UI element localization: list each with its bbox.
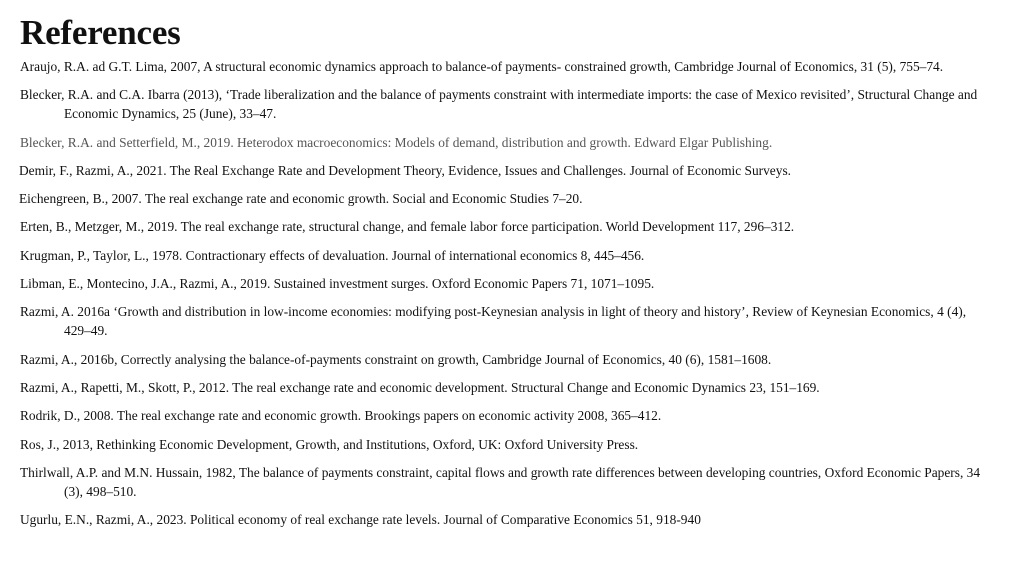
reference-item: Ugurlu, E.N., Razmi, A., 2023. Political economy of real exchange rate levels. Journal of Comparative Economics 51, 918-940	[20, 512, 701, 528]
reference-item: Krugman, P., Taylor, L., 1978. Contractionary effects of devaluation. Journal of international economics 8, 445–456.	[20, 247, 645, 263]
reference-item: Eichengreen, B., 2007. The real exchange rate and economic growth. Social and Economic Studies 7–20.	[19, 191, 583, 207]
reference-item: Blecker, R.A. and C.A. Ibarra (2013), ‘Trade liberalization and the balance of payments constraint with intermediate imports: the case of Mexico revisited’, Structural Change and Economic Dynamics, 25 (June), 33–47.	[20, 87, 978, 122]
reference-item: Razmi, A. 2016a ‘Growth and distribution in low-income economies: modifying post-Keynesian analysis in light of theory and history’, Review of Keynesian Economics, 4 (4), 429–49.	[20, 304, 967, 339]
reference-item: Razmi, A., Rapetti, M., Skott, P., 2012. The real exchange rate and economic development. Structural Change and Economic Dynamics 23, 151–169.	[20, 379, 820, 395]
reference-item: Rodrik, D., 2008. The real exchange rate and economic growth. Brookings papers on economic activity 2008, 365–412.	[20, 408, 662, 424]
reference-item: Araujo, R.A. ad G.T. Lima, 2007, A structural economic dynamics approach to balance-of payments- constrained growth, Cambridge Journal of Economics, 31 (5), 755–74.	[20, 59, 944, 74]
reference-item: Erten, B., Metzger, M., 2019. The real exchange rate, structural change, and female labor force participation. World Development 117, 296–312.	[20, 219, 795, 235]
reference-item: Blecker, R.A. and Setterfield, M., 2019. Heterodox macroeconomics: Models of demand, distribution and growth. Edward Elgar Publishing.	[20, 134, 773, 150]
reference-item: Razmi, A., 2016b, Correctly analysing the balance-of-payments constraint on growth, Cambridge Journal of Economics, 40 (6), 1581–1608.	[20, 351, 772, 367]
reference-item: Libman, E., Montecino, J.A., Razmi, A., 2019. Sustained investment surges. Oxford Economic Papers 71, 1071–1095.	[20, 276, 655, 292]
reference-item: Thirlwall, A.P. and M.N. Hussain, 1982, The balance of payments constraint, capital flows and growth rate differences between developing countries, Oxford Economic Papers, 34 (3), 498–510.	[20, 464, 981, 499]
reference-item: Demir, F., Razmi, A., 2021. The Real Exchange Rate and Development Theory, Evidence, Issues and Challenges. Journal of Economic Surveys.	[19, 162, 792, 178]
reference-item: Ros, J., 2013, Rethinking Economic Development, Growth, and Institutions, Oxford, UK: Oxford University Press.	[20, 436, 639, 452]
reference-list	[20, 57, 990, 538]
page-title: References	[20, 13, 181, 52]
